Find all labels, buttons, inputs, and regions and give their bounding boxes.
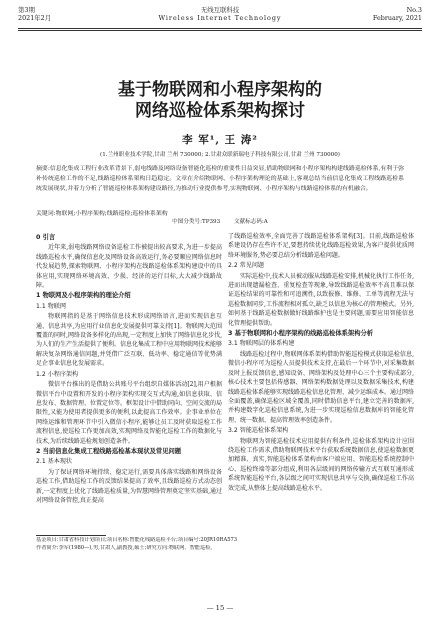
paragraph: 微信平台推出的是借助公共账号平台组织自媒体活动[2],用户根据微信平台中设置和开发的小程序架构实现交互式沟通,如信息获取、信息发布、数据管理、位置定位等。框架设计中借助同向、空间交流的局限性,又能为使用者提供更多的便利,以此提高工作效率。企事业单位在网络运维和管理环节中引入微信小程序,能够让员工及时获取巡检工作流程信息,使巡检工作更加高效,实现网络及智能化巡检工作的数据化与技术,为后续线路巡检规划创造条件。 <box>36 381 223 445</box>
footnote-rule <box>36 535 106 536</box>
header-rule <box>18 28 422 29</box>
paper-title <box>0 80 440 122</box>
paragraph: 近年来,弱电线路网络设备巡检工作被提出较高要求,为进一步提高线路巡检水平,确保信息化及网络设备高效运行,务必要顺应网络信息时代发展趋势,探索物联网、小程序架构在线路巡检体系架构建设中的具体应用,实现网络环境高效、少损、经济的运行目标,大大减少线路故障。 <box>36 244 222 290</box>
header-center <box>18 6 422 22</box>
paragraph: 物联网指的是基于网络信息技术形成网络语言,进而实现信息互通、信息共享,为应用行业信息化发展提供可靠支持[1]。物联网大范围覆盖的同时,网络设备多样化的出现,一定程度上加快了网络信息化步伐,为人们的生产生活提供了便利。信息化集成工程中应用物联网技术能够解决复杂网络通信问题,并凭借广泛互联、低功率、稳定通信等优势满足企事业信息化发展需求。 <box>36 313 223 368</box>
section-heading: 2 当前信息化集成工程线路巡检基本现状及常见问题 <box>36 447 182 455</box>
keywords: 关键词:物联网;小程序架构;线路巡检;巡检体系架构 <box>36 211 168 217</box>
running-header <box>18 4 422 36</box>
authors: 李 军¹, 王 涛² <box>182 134 258 146</box>
document-code: 文献标志码:A <box>233 219 268 225</box>
clc-number: 中图分类号:TP393 <box>172 219 221 225</box>
date-cn: 2021年2月 <box>18 14 52 23</box>
subsection-heading: 2.2 常见问题 <box>228 262 265 270</box>
footnote <box>36 537 404 552</box>
section-heading: 3 基于物联网和小程序架构的线路巡检体系架构分析 <box>228 330 374 338</box>
paragraph: 物联网为智能巡检技术应用提供有利条件,巡检体系架构设计应围绕巡检工作需求,借助物联网技术平台获取系统数据信息,使巡检数据更加精准、真实,智能巡检体系架构由客户端应用、智能巡检系统控制中心、巡检终端等部分组成,利用各层级间的网络传输方式互联互通形成系统智能巡检平台,各层级之间可实现信息共享与交换,确保巡检工作高效完成,从整体上提高线路巡检水平。 <box>228 437 414 492</box>
subsection-heading: 1.2 小程序架构 <box>36 370 79 378</box>
footnote-funding: 基金项目:甘肃省科技计划项目;项目名称:智能化线路巡检平台;项目编号:20JR10RA573 <box>36 537 238 543</box>
body-column-left <box>36 232 222 505</box>
journal-en: Wireless Internet Technology <box>158 14 282 23</box>
subsection-heading: 3.2 智能巡检体系架构 <box>228 427 289 435</box>
issue-en: No.3 <box>406 6 422 14</box>
paragraph: 线路巡检过程中,物联网体系架构借助智能巡检模式获取巡检信息,微信小程序可为巡检人员提供技术支持,在最后一个环节中,对采集数据及时上报反馈信息,感知设备、网络架构及处理中心三个主要构成部分,核心技术主要包括传感器、网络架构数据处理以及数据采集技术,构建线路巡检体系能够实现线路巡检信息化管理、减少运维成本。通过网络全面覆盖,确保巡检区域全覆盖,同时借助信息平台,建立完善的数据库,并构建数字化巡检信息系统,为进一步实现巡检信息数据库的智能化管理、统一数据、提高管理效率创造条件。 <box>228 350 415 424</box>
subsection-heading: 2.1 基本现状 <box>36 458 73 466</box>
date-en: February, 2021 <box>372 14 422 23</box>
section-heading: 1 物联网及小程序架构的理论介绍 <box>36 292 131 300</box>
title-line-1: 基于物联网和小程序架构的 <box>118 80 322 100</box>
subsection-heading: 1.1 物联网 <box>36 302 66 310</box>
page-number: — 15 — <box>206 604 234 612</box>
subsection-heading: 3.1 物联网层的体系构建 <box>228 340 295 348</box>
header-right <box>373 6 422 22</box>
section-heading: 0 引言 <box>36 234 56 241</box>
footnote-author: 作者简介:李军(1980—),男,甘肃人,副教授,硕士;研究方向:物联网、智能巡检。 <box>36 544 216 551</box>
classification-line <box>0 217 440 225</box>
title-line-2: 网络巡检体系架构探讨 <box>135 101 305 121</box>
affiliation: (1.兰州职业技术学院,甘肃 兰州 730000; 2.甘肃众联新瑞电子科技有限公司,甘肃 兰州 730000) <box>100 152 340 158</box>
journal-cn: 无线互联科技 <box>200 6 240 14</box>
paragraph: 了线路巡检效率,全面完善了线路巡检体系架构[3]。目前,线路巡检体系建设仍存在些许不足,要想持续优化线路巡检效果,为客户提供优质网络环境服务,势必要总结分析线路巡检问题。 <box>228 233 414 259</box>
body-column-right <box>228 232 414 493</box>
abstract: 摘要:信息化集成工程行业改革背景下,弱电线路及网络设备智能化巡检的重要性日益突显,借助物联网和小程序架构构建线路巡检体系,有利于弥补传统巡检工作的不足,线路巡检体系架构日趋稳定。文章在介绍物联网、小程序架构理论的基础上,客观总结当前信息化集成工程线路巡检系统发展现状,并着力分析了智能巡检体系架构建设路径,为推动行业提供参考,实现物联网、小程序架构与线路巡检体系的有机融合。 <box>36 166 404 193</box>
paragraph: 为了保证网络环境持续、稳定运行,需要具体落实线路和网络设备巡检工作,借助巡检工作的反馈结果提高了效率,且线路巡检方式动态创新,一定程度上优化了线路巡检质量,为智慧网络管理奠定坚实基础,通过对网络设备管控,真正提高 <box>36 468 222 504</box>
issue-cn: 第3期 <box>18 6 35 14</box>
paragraph: 实际巡检中,技术人员被动服从线路巡检安排,机械化执行工作任务,进而出现遗漏检查、重复检查等现象,导致线路巡检效率不高且难以保证巡检结果的可靠性和可追溯性,以致报修、维修、工单等流程无法与巡检数据同步,工作流程相对孤立,缺乏以信息为核心的管理模式。另外,如何基于线路巡检数据做好线路维护也是主要问题,需要应用智能信息化管理提供帮助。 <box>228 272 414 327</box>
header-rule-thin <box>18 30 422 31</box>
